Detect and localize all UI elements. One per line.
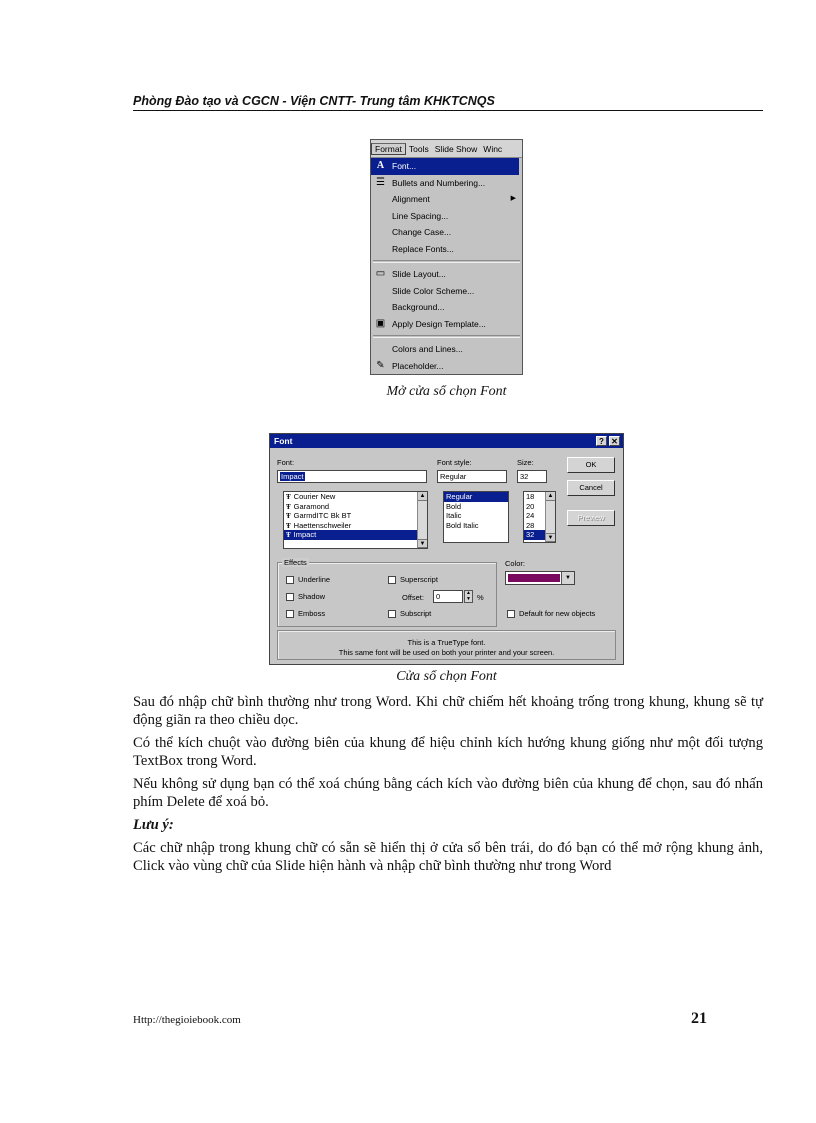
menu-item-colors-lines[interactable]: Colors and Lines...	[392, 344, 463, 354]
font-a-icon: A	[376, 160, 385, 171]
shadow-checkbox[interactable]: Shadow	[286, 592, 325, 601]
size-list-scrollbar[interactable]	[545, 492, 555, 542]
figure-caption-dialog: Cửa sổ chọn Font	[396, 669, 497, 684]
slide-layout-icon: ▭	[375, 268, 386, 279]
color-swatch	[508, 574, 560, 582]
list-item[interactable]: Ŧ Garamond	[286, 501, 330, 511]
scroll-down-icon[interactable]: ▼	[547, 535, 554, 541]
help-button[interactable]: ?	[596, 436, 607, 446]
cancel-button[interactable]: Cancel	[567, 480, 615, 496]
design-template-icon: ▣	[375, 317, 386, 329]
offset-input[interactable]: 0	[433, 590, 463, 603]
scroll-down-icon[interactable]: ▼	[419, 541, 426, 547]
menu-item-font[interactable]: A Font...	[371, 158, 519, 175]
default-new-objects-checkbox[interactable]: Default for new objects	[507, 609, 595, 618]
list-item[interactable]: Ŧ Courier New	[286, 492, 336, 501]
font-list-scrollbar[interactable]	[417, 492, 427, 548]
offset-unit: %	[477, 593, 484, 602]
subscript-checkbox[interactable]: Subscript	[388, 609, 431, 618]
font-name-input[interactable]: Impact	[277, 470, 427, 483]
font-label: Font:	[277, 458, 295, 467]
color-label: Color:	[505, 559, 526, 568]
bullets-icon: ☰	[376, 176, 385, 188]
menu-item-change-case[interactable]: Change Case...	[392, 227, 452, 237]
truetype-icon: Ŧ	[286, 502, 291, 511]
truetype-icon: Ŧ	[286, 521, 291, 530]
dialog-titlebar	[270, 434, 623, 448]
list-item-selected[interactable]: 32	[524, 530, 546, 540]
menu-item-alignment[interactable]: Alignment ▶	[371, 191, 522, 208]
size-list[interactable]	[523, 491, 556, 543]
header-rule	[133, 110, 763, 111]
format-menu-figure	[370, 139, 523, 375]
paragraph-2: Có thể kích chuột vào đường biên của khung để hiệu chỉnh kích hướng khung giống như một đối tượng TextBox trong Word.	[133, 735, 763, 769]
close-icon[interactable]: ✕	[609, 436, 620, 446]
page-header: Phòng Đào tạo và CGCN - Viện CNTT- Trung tâm KHKTCNQS	[133, 94, 495, 108]
menu-item-replace-fonts[interactable]: Replace Fonts...	[392, 243, 454, 254]
menubar	[371, 140, 522, 158]
truetype-icon: Ŧ	[286, 512, 291, 520]
menu-slide-show[interactable]: Slide Show	[434, 143, 478, 154]
menu-item-placeholder[interactable]: ✎ Placeholder...	[371, 358, 522, 375]
list-item-selected[interactable]: Regular	[444, 492, 508, 502]
note-title: Lưu ý:	[133, 817, 174, 833]
dialog-title: Font	[274, 436, 293, 446]
menu-item-line-spacing[interactable]: Line Spacing...	[392, 210, 449, 221]
font-dialog-figure	[269, 433, 624, 665]
offset-spinner-icon[interactable]: ▲ ▼	[464, 590, 473, 603]
offset-label: Offset:	[402, 593, 424, 602]
list-item[interactable]: Ŧ Haettenschweiler	[286, 520, 352, 530]
size-label: Size:	[517, 458, 534, 467]
font-info-line-1: This is a TrueType font.	[407, 638, 486, 647]
footer-url: Http://thegioiebook.com	[133, 1014, 241, 1026]
ok-button[interactable]: OK	[567, 457, 615, 473]
font-info-line-2: This same font will be used on both your printer and your screen.	[338, 648, 555, 657]
font-style-input[interactable]: Regular	[437, 470, 507, 483]
list-item[interactable]: 18	[526, 492, 535, 501]
paragraph-4: Các chữ nhập trong khung chữ có sẵn sẽ hiển thị ở cửa sổ bên trái, do đó bạn có thể mở rộng khung ảnh, Click vào vùng chữ của Slide hiện hành và nhập chữ bình thường như trong Word	[133, 840, 763, 874]
truetype-icon: Ŧ	[286, 493, 291, 501]
effects-label: Effects	[284, 558, 307, 567]
underline-checkbox[interactable]: Underline	[286, 575, 330, 584]
preview-button[interactable]: Preview	[567, 510, 615, 526]
page-number: 21	[691, 1010, 707, 1027]
submenu-arrow-icon: ▶	[510, 195, 516, 202]
font-list[interactable]	[283, 491, 428, 549]
font-style-list[interactable]	[443, 491, 509, 543]
list-item[interactable]: 20	[526, 501, 535, 511]
figure-caption-menu: Mở cửa sổ chọn Font	[386, 384, 507, 399]
menu-separator	[373, 335, 520, 338]
menu-window[interactable]: Winc	[483, 143, 503, 154]
scroll-up-icon[interactable]: ▲	[419, 493, 426, 499]
menu-item-background[interactable]: Background...	[392, 302, 445, 312]
menu-item-apply-design-template[interactable]: ▣ Apply Design Template...	[375, 317, 486, 329]
superscript-checkbox[interactable]: Superscript	[388, 575, 438, 584]
list-item-selected[interactable]: Ŧ Impact	[284, 530, 427, 540]
menu-tools[interactable]: Tools	[408, 143, 429, 154]
size-input[interactable]: 32	[517, 470, 547, 483]
menu-item-slide-color-scheme[interactable]: Slide Color Scheme...	[392, 285, 475, 296]
scroll-up-icon[interactable]: ▲	[547, 493, 554, 499]
menu-item-slide-layout[interactable]: ▭ Slide Layout...	[375, 268, 446, 279]
list-item[interactable]: Bold Italic	[446, 520, 479, 530]
font-style-label: Font style:	[437, 458, 472, 467]
body-text	[133, 693, 763, 880]
list-item[interactable]: Ŧ GarmdITC Bk BT	[286, 511, 352, 520]
menu-separator	[373, 260, 520, 263]
menu-format[interactable]: Format	[371, 143, 406, 155]
format-dropdown	[371, 158, 522, 374]
color-dropdown[interactable]	[505, 571, 575, 585]
placeholder-icon: ✎	[376, 359, 385, 371]
list-item[interactable]: 28	[526, 520, 535, 530]
list-item[interactable]: 24	[526, 511, 535, 520]
menu-item-bullets[interactable]: ☰ Bullets and Numbering...	[371, 175, 522, 192]
paragraph-1: Sau đó nhập chữ bình thường như trong Word. Khi chữ chiếm hết khoảng trống trong khung, khung sẽ tự động giãn ra theo chiều dọc.	[133, 694, 763, 728]
paragraph-3: Nếu không sử dụng bạn có thể xoá chúng bằng cách kích vào đường biên của khung để chọn, sau đó nhấn phím Delete để xoá bỏ.	[133, 776, 763, 810]
list-item[interactable]: Bold	[446, 501, 462, 511]
emboss-checkbox[interactable]: Emboss	[286, 609, 325, 618]
list-item[interactable]: Italic	[446, 511, 462, 520]
chevron-down-icon: ▼	[561, 572, 574, 584]
truetype-icon: Ŧ	[286, 531, 291, 539]
